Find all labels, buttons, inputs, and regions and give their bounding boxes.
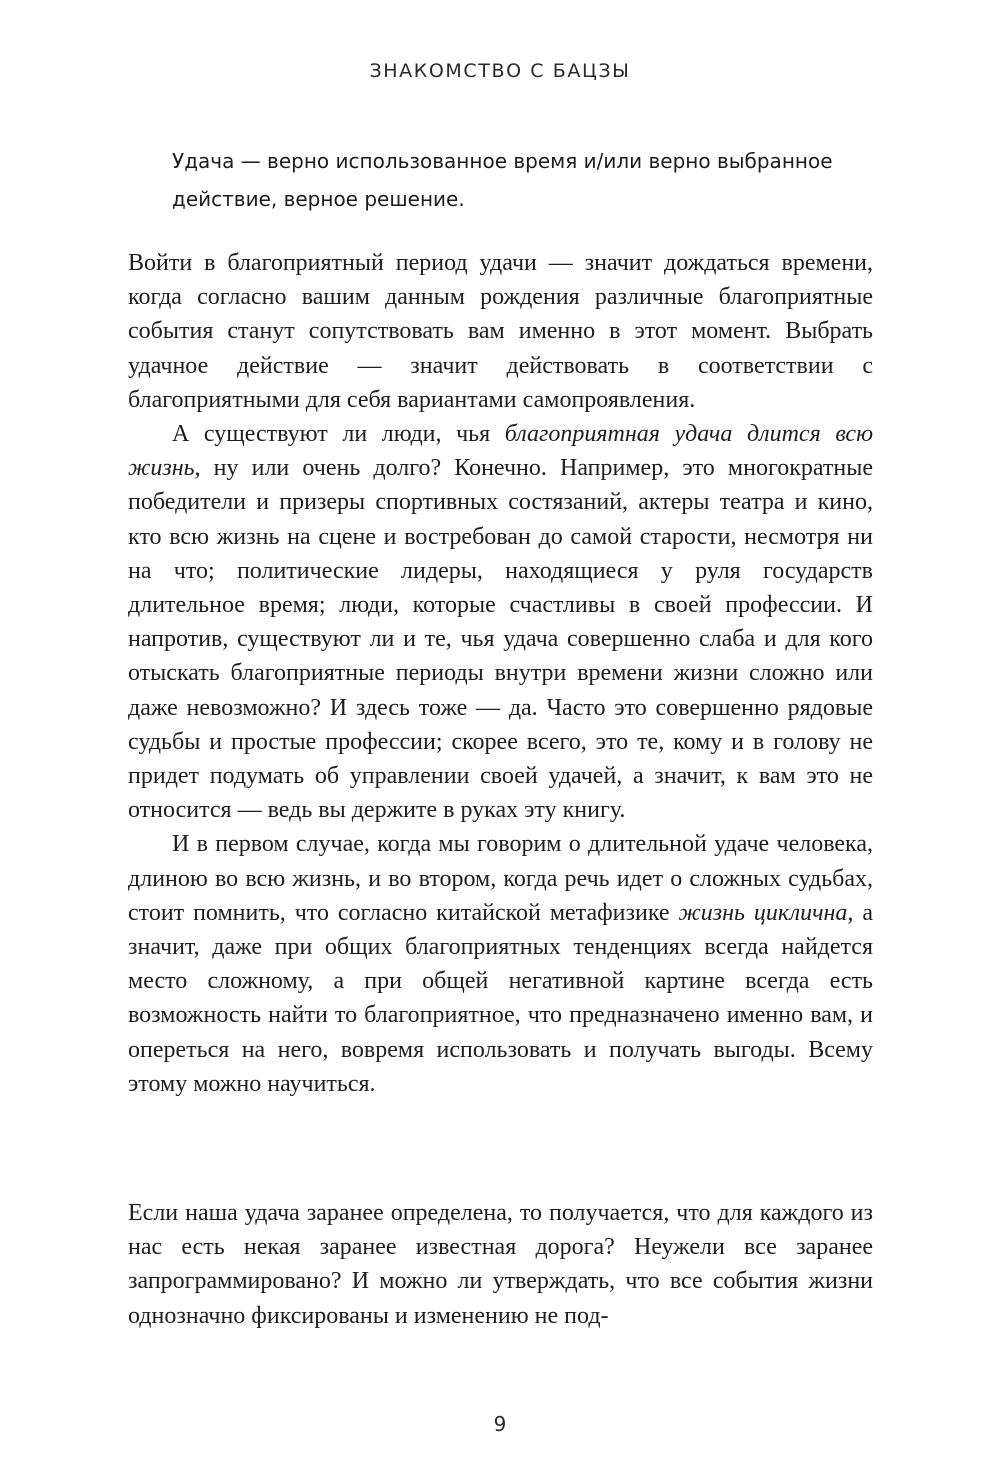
paragraph-text: И в первом случае, когда мы говорим о длительной удаче человека, длиною во всю жизнь, и во втором, когда речь идет о сложных судьбах, стоит помнить, что согласно китайской метафизике [128, 831, 873, 926]
epigraph: Удача — верно использованное время и/или верно выбранное действие, верное решение. [172, 149, 833, 211]
emphasis-text: жизнь циклична [678, 899, 848, 926]
paragraph-text: , ну или очень долго? Конечно. Например, это многократные победители и призеры спортивных состязаний, актеры театра и кино, кто всю жизнь на сцене и востребован до самой старости, несмотря ни на что; политические лидеры, находящиеся у руля государств длительное время; люди, которые счастливы в своей профессии. И напротив, существуют ли и те, чья удача совершенно слаба и для кого отыскать благоприятные периоды внутри времени жизни сложно или даже невозможно? И здесь тоже — да. Часто это совершенно рядовые судьбы и простые профессии; скорее всего, это те, кому и в голову не придет подумать об управлении своей удачей, а значит, к вам это не относится — ведь вы держите в руках эту книгу. [128, 455, 873, 824]
paragraph-lifelong-luck [128, 417, 873, 827]
page-number: 9 [493, 1412, 507, 1436]
running-head: ЗНАКОМСТВО С БАЦЗЫ [369, 60, 631, 82]
paragraph-text: А существуют ли люди, чья [172, 421, 505, 448]
paragraph-predestination: Если наша удача заранее определена, то получается, что для каждого из нас есть некая заранее известная дорога? Неужели все заранее запрограммировано? И можно ли утверждать, что все события жизни однозначно фиксированы и изменению не под- [128, 1200, 873, 1329]
paragraph-lucky-period: Войти в благоприятный период удачи — значит дождаться времени, когда согласно вашим данным рождения различные благоприятные события станут сопутствовать вам именно в этот момент. Выбрать удачное действие — значит действовать в соответствии с благоприятными для себя вариантами самопроявления. [128, 250, 873, 413]
paragraph-text: , а значит, даже при общих благоприятных тенденциях всегда найдется место сложному, а при общей негативной картине всегда есть возможность найти то благоприятное, что предназначено именно вам, и опереться на него, вовремя использовать и получать выгоды. Всему этому можно научиться. [128, 899, 873, 1097]
paragraph-cyclic-life [128, 827, 873, 1101]
emphasis-text: благоприятная удача длится всю жизнь [128, 421, 874, 482]
text-block-main [128, 246, 873, 1101]
text-block-continued [128, 1196, 873, 1333]
